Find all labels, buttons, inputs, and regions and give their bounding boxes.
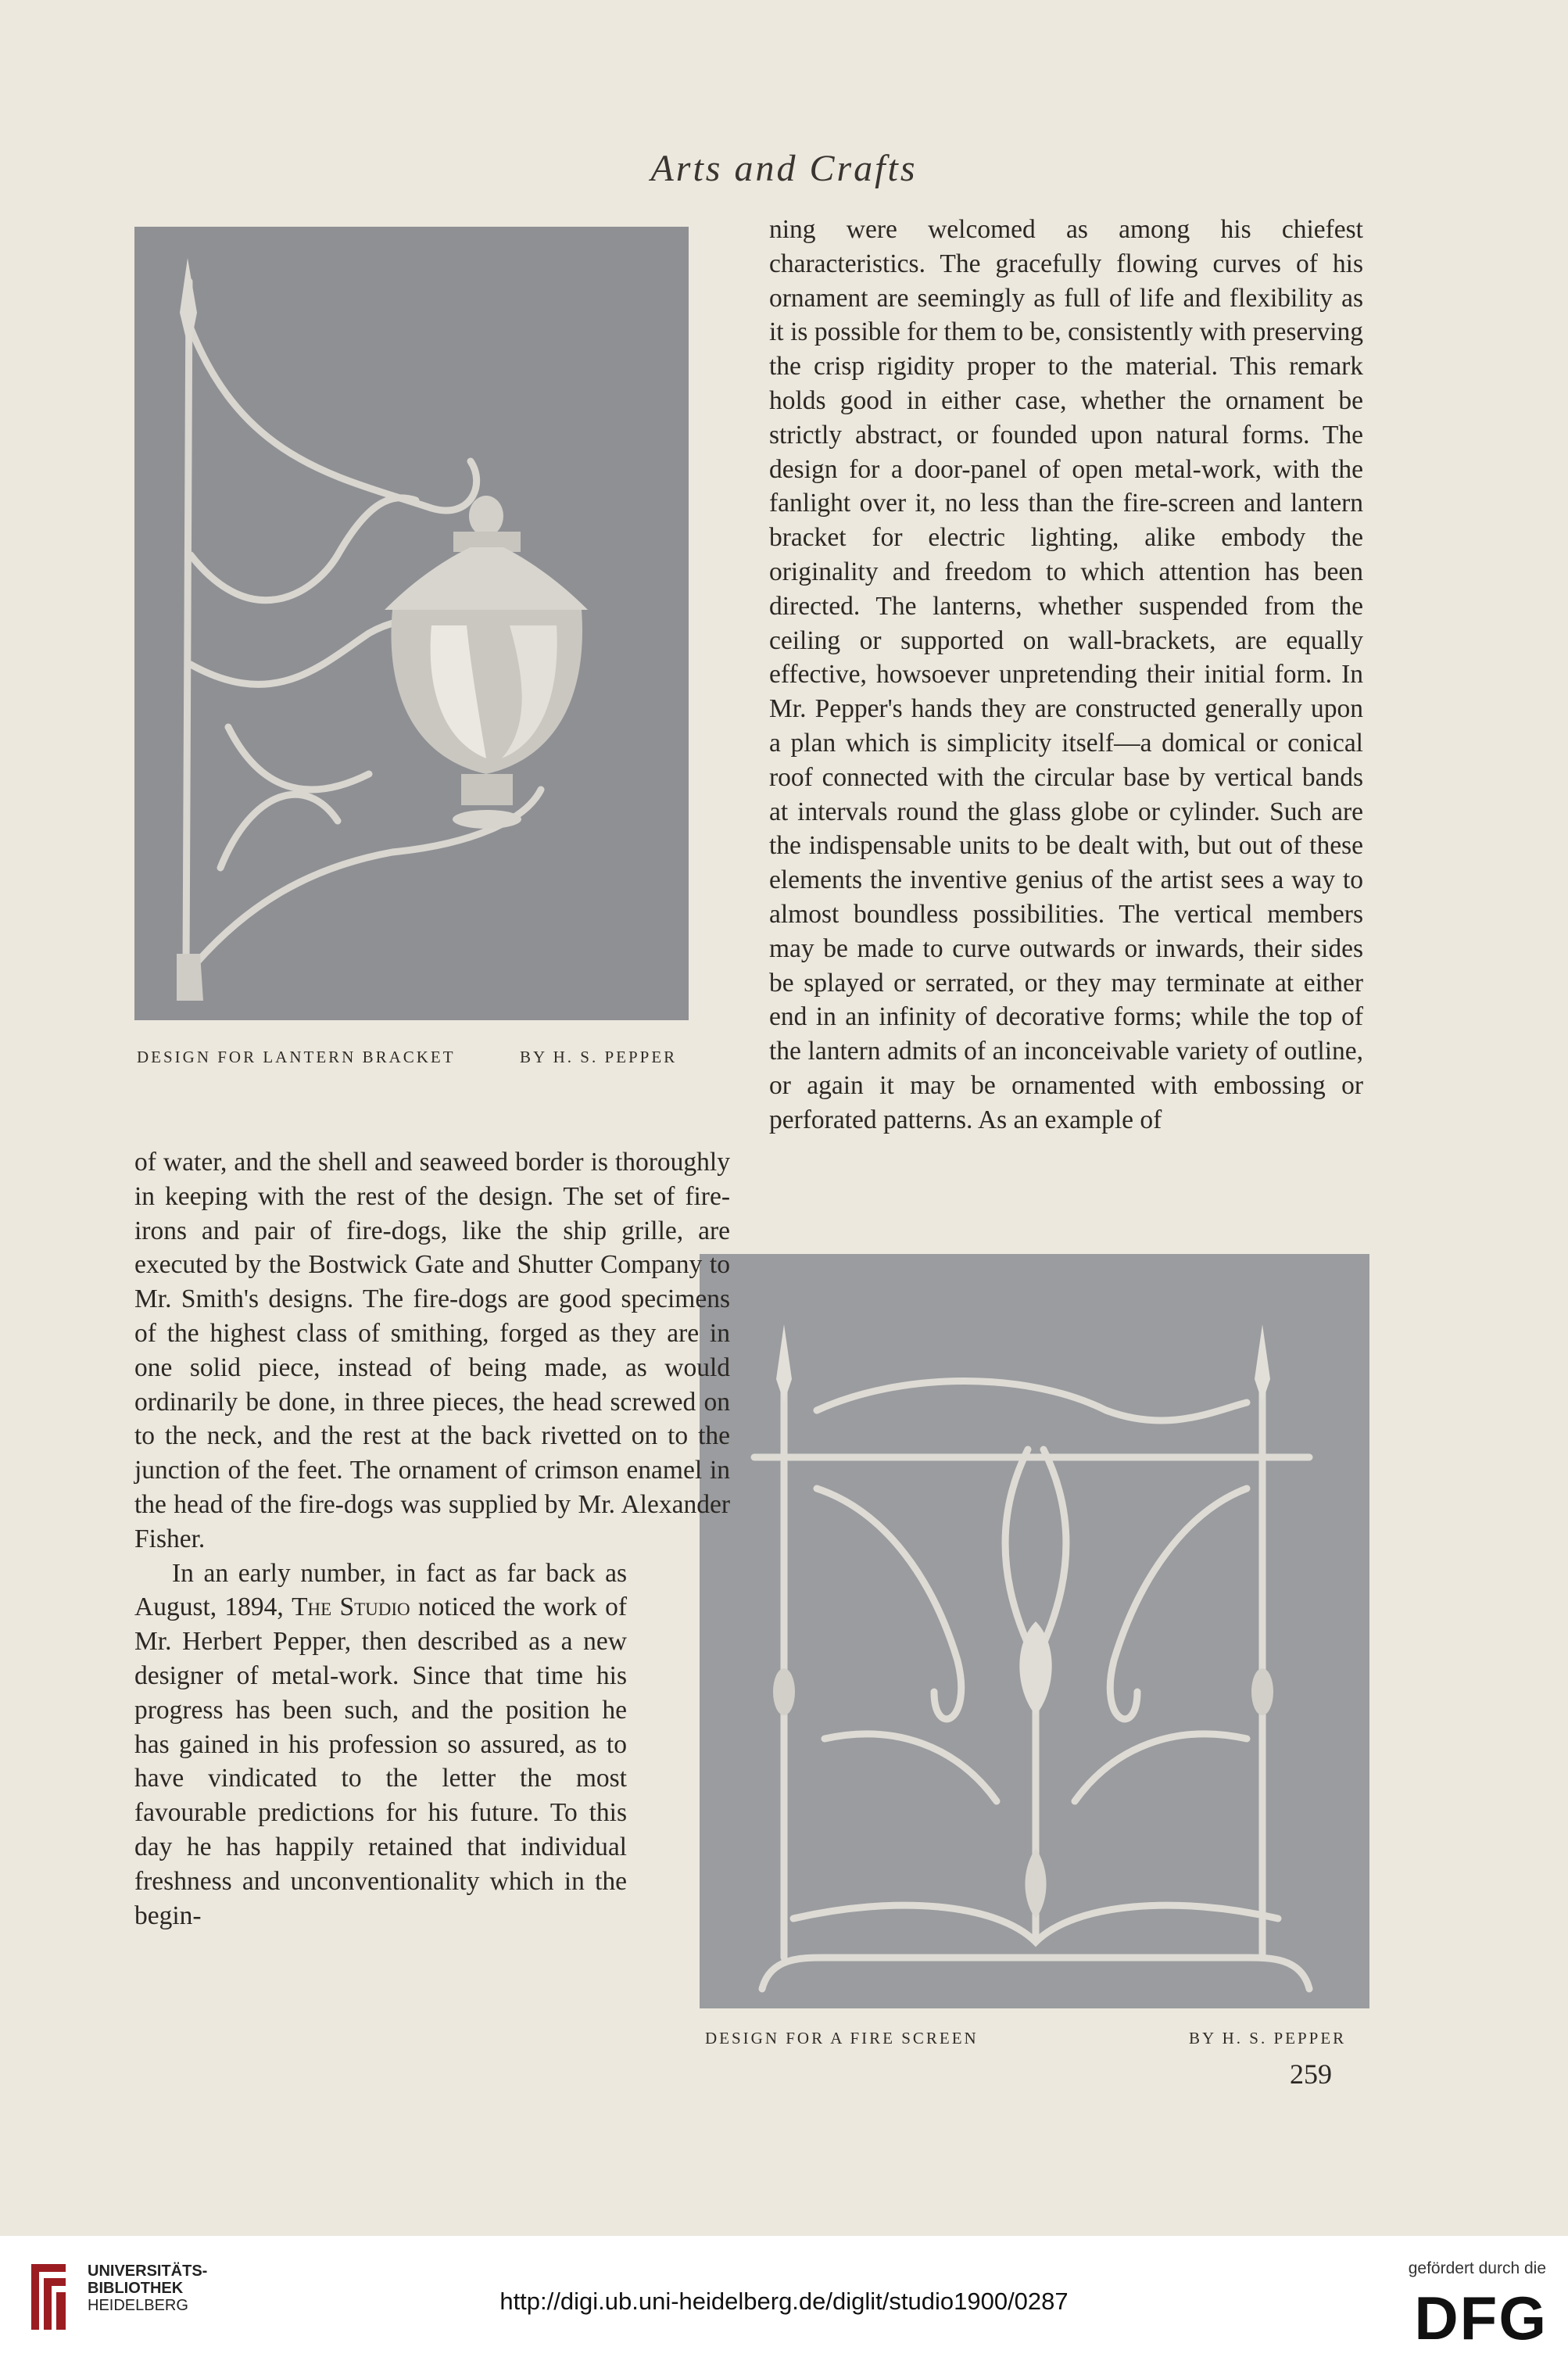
left-column-paragraph-1: of water, and the shell and seaweed border is thoroughly in keeping with the rest of the design. The set of fire-irons and pair of fire-dogs, like the ship grille, are executed by the Bostwick Gate and Shutter Company to Mr. Smith's designs. The fire-dogs are good specimens of the highest class of smithing, forged as they are in one solid piece, instead of being made, as would ordinarily be done, in three pieces, the head screwed on to the neck, and the rest at the back rivetted on to the junction of the feet. The ornament of crimson enamel in the head of the fire-dogs was supplied by Mr. Alexander Fisher. bbox=[134, 1148, 730, 1553]
left-column-text bbox=[134, 1145, 730, 1933]
paragraph-2-end: noticed the work of Mr. Herbert Pepper, then described as a new designer of metal-work. Since that time his progress has been such, and the position he has gained in his profession so assured, as to have vindicated to the letter the most favourable predictions for his future. To this day he has happily retained that individual freshness and unconventionality which in the begin- bbox=[134, 1593, 627, 1930]
funding-note: gefördert durch die bbox=[1408, 2259, 1546, 2277]
permalink-url[interactable]: http://digi.ub.uni-heidelberg.de/diglit/studio1900/0287 bbox=[499, 2288, 1069, 2315]
paragraph-2-start: In an early number, in fact as far back as August, 1894, bbox=[134, 1558, 627, 1622]
fire-screen-illustration bbox=[700, 1254, 1369, 2008]
library-name-line-1: UNIVERSITÄTS- bbox=[88, 2262, 208, 2280]
page-number: 259 bbox=[1290, 2058, 1332, 2090]
lantern-bracket-illustration bbox=[134, 227, 689, 1020]
fire-screen-caption-title: DESIGN FOR A FIRE SCREEN bbox=[705, 2029, 979, 2048]
fire-screen-caption-credit: BY H. S. PEPPER bbox=[1189, 2029, 1347, 2048]
lantern-caption-credit: BY H. S. PEPPER bbox=[520, 1048, 678, 1066]
left-column-paragraph-2 bbox=[134, 1557, 627, 1933]
magazine-title-mention: The Studio bbox=[292, 1593, 410, 1622]
lantern-caption-title: DESIGN FOR LANTERN BRACKET bbox=[137, 1048, 456, 1066]
right-column-text bbox=[769, 213, 1363, 1138]
library-name-line-2: BIBLIOTHEK bbox=[88, 2280, 184, 2297]
digitization-footer bbox=[0, 2236, 1568, 2361]
running-title: Arts and Crafts bbox=[650, 148, 918, 189]
dfg-logo: DFG bbox=[1414, 2284, 1548, 2352]
library-name-line-3: HEIDELBERG bbox=[88, 2297, 188, 2314]
right-column-paragraph: ning were welcomed as among his chiefest characteristics. The gracefully flowing curves of his ornament are seemingly as full of life and flexibility as it is possible for them to be, consistently with preserving the crisp rigidity proper to the material. This remark holds good in either case, whether the ornament be strictly abstract, or founded upon natural forms. The design for a door-panel of open metal-work, with the fanlight over it, no less than the fire-screen and lantern bracket for electric lighting, alike embody the originality and freedom to which attention has been directed. The lanterns, whether suspended from the ceiling or supported on wall-brackets, are equally effective, howsoever unpretending their initial form. In Mr. Pepper's hands they are constructed generally upon a plan which is simplicity itself—a domical or conical roof connected with the circular base by vertical bands at intervals round the glass globe or cylinder. Such are the indispensable units to be dealt with, but out of these elements the inventive genius of the artist sees a way to almost boundless possibilities. The vertical members may be made to curve outwards or inwards, their sides be splayed or serrated, or they may terminate at either end in an infinity of decorative forms; while the top of the lantern admits of an inconceivable variety of outline, or again it may be ornamented with embossing or perforated patterns. As an example of bbox=[769, 215, 1363, 1134]
